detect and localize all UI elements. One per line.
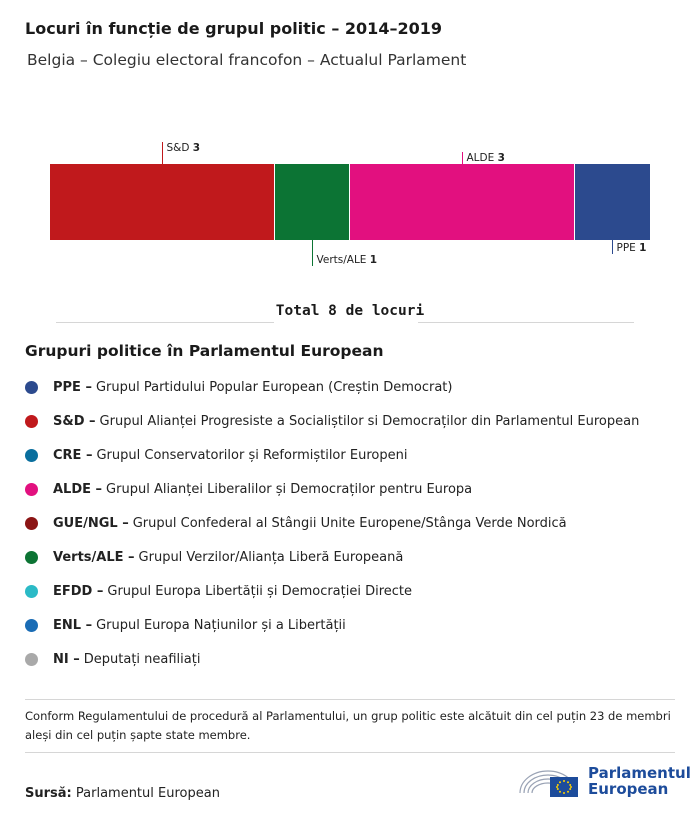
bar-segment-label: S&D 3 (166, 142, 201, 154)
total-divider-right (418, 322, 634, 323)
legend-color-dot (25, 517, 38, 530)
logo-line-1: Parlamentul (588, 764, 691, 782)
legend-title: Grupuri politice în Parlamentul European (25, 342, 384, 360)
bar-segment-label: PPE 1 (616, 242, 647, 254)
parliament-logo (516, 763, 691, 799)
legend-abbr: Verts/ALE – (53, 549, 135, 565)
hemicycle-flag-icon (516, 763, 580, 799)
legend-color-dot (25, 483, 38, 496)
legend-name: Grupul Europa Libertății și Democrației Directe (107, 583, 413, 599)
source-value: Parlamentul European (75, 786, 220, 801)
legend-color-dot (25, 551, 38, 564)
stacked-bar-chart (0, 130, 700, 280)
footnote: Conform Regulamentului de procedură al Parlamentului, un grup politic este alcătuit din cel puțin 23 de membri aleși din cel puțin șapte state membre. (25, 709, 671, 742)
note-divider-top (25, 699, 675, 700)
legend-abbr: ENL – (53, 617, 93, 633)
legend-item (25, 642, 639, 676)
legend-color-dot (25, 619, 38, 632)
legend-item (25, 506, 639, 540)
chart-subtitle: Belgia – Colegiu electoral francofon – Actualul Parlament (27, 51, 467, 69)
legend-name: Grupul Verzilor/Alianța Liberă Europeană (138, 549, 404, 565)
total-seats-label: Total 8 de locuri (275, 303, 425, 319)
chart-title: Locuri în funcție de grupul politic – 2014–2019 (25, 19, 442, 38)
legend-abbr: S&D – (53, 413, 96, 429)
legend-color-dot (25, 585, 38, 598)
legend-color-dot (25, 653, 38, 666)
bar-segment-label: Verts/ALE 1 (316, 254, 378, 266)
bar-segment-label: ALDE 3 (466, 152, 505, 164)
legend-item (25, 438, 639, 472)
legend-item (25, 404, 639, 438)
legend-name: Grupul Europa Națiunilor și a Libertății (96, 617, 346, 633)
legend-abbr: CRE – (53, 447, 93, 463)
legend-item (25, 540, 639, 574)
legend-color-dot (25, 415, 38, 428)
legend-name: Grupul Partidului Popular European (Creștin Democrat) (95, 379, 453, 395)
legend-name: Grupul Conservatorilor și Reformiștilor Europeni (96, 447, 408, 463)
legend-abbr: EFDD – (53, 583, 104, 599)
bar-segment-verts-ale (275, 164, 349, 240)
legend-name: Deputați neafiliați (83, 651, 201, 667)
legend-name: Grupul Alianței Liberalilor și Democraților pentru Europa (106, 481, 473, 497)
legend-color-dot (25, 449, 38, 462)
legend-item (25, 608, 639, 642)
note-divider-bottom (25, 752, 675, 753)
legend-list (25, 370, 639, 676)
legend-color-dot (25, 381, 38, 394)
logo-line-2: European (588, 780, 669, 798)
bar-segment-alde (350, 164, 574, 240)
legend-item (25, 472, 639, 506)
legend-item (25, 574, 639, 608)
legend-name: Grupul Confederal al Stângii Unite Europene/Stânga Verde Nordică (132, 515, 567, 531)
bar-segment-ppe (575, 164, 650, 240)
legend-item (25, 370, 639, 404)
legend-abbr: NI – (53, 651, 80, 667)
total-divider-left (56, 322, 274, 323)
legend-name: Grupul Alianței Progresiste a Socialiștilor si Democraților din Parlamentul European (99, 413, 640, 429)
legend-abbr: PPE – (53, 379, 92, 395)
legend-abbr: ALDE – (53, 481, 103, 497)
bar-segment-s-d (50, 164, 274, 240)
source-line (25, 786, 220, 801)
source-label: Sursă: (25, 786, 72, 801)
legend-abbr: GUE/NGL – (53, 515, 129, 531)
